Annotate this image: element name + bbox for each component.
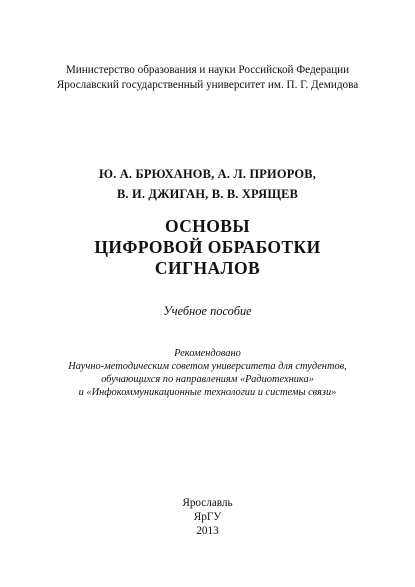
title-line-3: СИГНАЛОВ [154,258,261,278]
recommendation-block [0,347,415,399]
university-line: Ярославский государственный университет им. П. Г. Демидова [56,79,359,91]
imprint-block [0,496,415,538]
subtitle-text: Учебное пособие [163,304,252,318]
authors-line-1: Ю. А. БРЮХАНОВ, А. Л. ПРИОРОВ, [98,167,317,181]
ministry-line: Министерство образования и науки Российской Федерации [65,64,350,76]
authors-line-2: В. И. ДЖИГАН, В. В. ХРЯЩЕВ [116,187,299,201]
recommendation-line-2: Научно-методическим советом университета для студентов, [68,361,347,372]
authors-block [0,164,415,204]
recommendation-line-4: и «Инфокоммуникационные технологии и системы связи» [78,387,337,398]
imprint-publisher: ЯрГУ [193,511,222,523]
title-line-1: ОСНОВЫ [165,216,250,236]
imprint-city: Ярославль [182,497,233,509]
recommendation-line-3: обучающихся по направлениям «Радиотехника» [101,374,314,385]
book-title [0,216,415,279]
title-line-2: ЦИФРОВОЙ ОБРАБОТКИ [94,237,321,257]
ministry-header [0,63,415,93]
imprint-year: 2013 [196,525,219,537]
recommendation-line-1: Рекомендовано [174,348,241,359]
book-subtitle [0,303,415,319]
